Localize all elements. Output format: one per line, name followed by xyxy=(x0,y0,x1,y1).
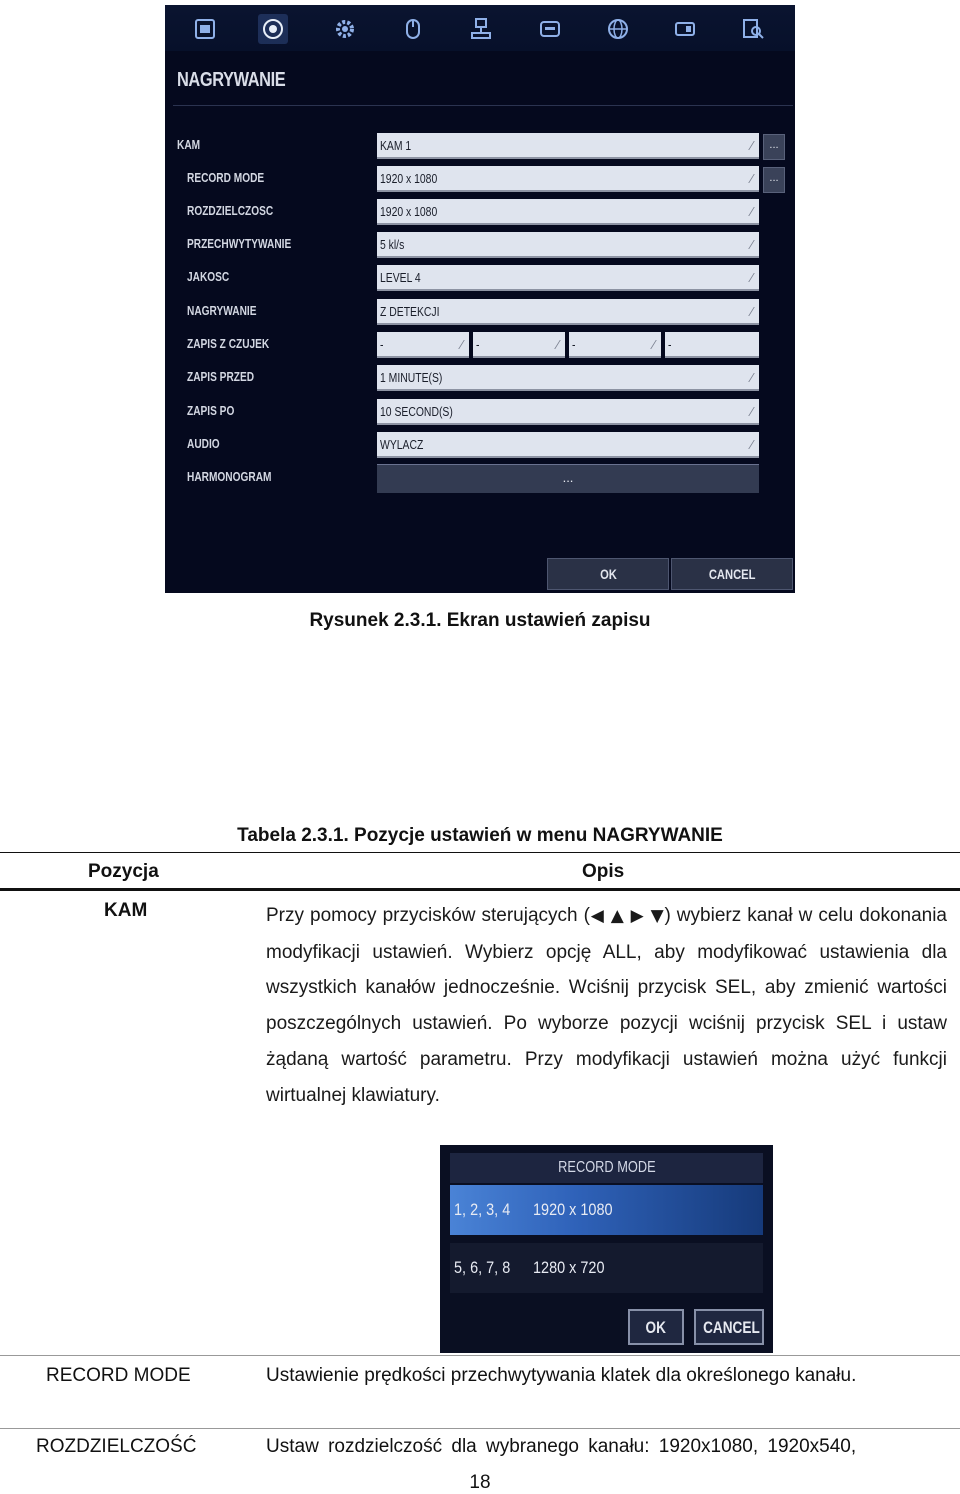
dialog-row2-channels: 5, 6, 7, 8 xyxy=(454,1258,511,1277)
row-text-kam-b: ) wybierz kanał w celu dokonania modyfikacji ustawień. Wybierz opcję ALL, aby modyfikować ustawienia dla wszystkich kanałów jednocześnie. Wciśnij przycisk SEL, aby zmienić wartości poszczególnych ustawień. Po wyborze pozycji wciśnij przycisk SEL i ustaw żądaną wartość parametru. Przy modyfikacji ustawień można użyć funkcji wirtualnej klawiatury. xyxy=(266,905,948,1106)
zapis-z-czujek-value-1: - xyxy=(380,337,384,352)
dialog-row1-channels: 1, 2, 3, 4 xyxy=(454,1200,511,1219)
display-icon[interactable] xyxy=(190,14,220,44)
dropdown-icon: ⁄ xyxy=(750,138,753,153)
zapis-przed-select[interactable] xyxy=(377,365,759,391)
kam-select[interactable] xyxy=(377,133,759,159)
kam-value: KAM 1 xyxy=(380,138,412,153)
label-rozdzielczosc: ROZDZIELCZOSC xyxy=(187,203,274,218)
przechwytywanie-value: 5 kl/s xyxy=(380,237,405,252)
jakosc-select[interactable] xyxy=(377,265,759,291)
more-button-record-mode[interactable]: ... xyxy=(763,167,785,193)
row-label-record-mode: RECORD MODE xyxy=(46,1365,191,1386)
figure-caption: Rysunek 2.3.1. Ekran ustawień zapisu xyxy=(309,610,651,631)
label-jakosc: JAKOSC xyxy=(187,269,230,284)
column-header-pozycja: Pozycja xyxy=(88,861,159,882)
dropdown-icon: ⁄ xyxy=(556,337,559,352)
dialog-row[interactable] xyxy=(450,1243,763,1293)
dropdown-icon: ⁄ xyxy=(750,204,753,219)
gear-icon[interactable] xyxy=(330,14,360,44)
search-icon[interactable] xyxy=(738,14,768,44)
label-zapis-przed: ZAPIS PRZED xyxy=(187,369,255,384)
zapis-przed-value: 1 MINUTE(S) xyxy=(380,370,443,385)
przechwytywanie-select[interactable] xyxy=(377,232,759,258)
label-audio: AUDIO xyxy=(187,436,220,451)
dropdown-icon: ⁄ xyxy=(460,337,463,352)
table-caption-text: Tabela 2.3.1. Pozycje ustawień w menu NAGRYWANIE xyxy=(237,825,723,846)
mouse-icon[interactable] xyxy=(398,14,428,44)
toolbar xyxy=(165,5,795,51)
row-text-kam-a: Przy pomocy przycisków sterujących ( xyxy=(266,905,590,926)
audio-value: WYLACZ xyxy=(380,437,424,452)
ok-label: OK xyxy=(599,566,617,582)
dialog-row2-value: 1280 x 720 xyxy=(533,1258,605,1277)
label-harmonogram: HARMONOGRAM xyxy=(187,469,272,484)
row-text-rozdzielczosc: Ustaw rozdzielczość dla wybranego kanału: 1920x1080, 1920x540, xyxy=(266,1436,857,1457)
record-mode-select[interactable] xyxy=(377,166,759,192)
rozdzielczosc-select[interactable] xyxy=(377,199,759,225)
row-text-kam xyxy=(266,898,947,1113)
ok-button[interactable] xyxy=(547,558,669,590)
record-icon[interactable] xyxy=(258,14,288,44)
label-record-mode: RECORD MODE xyxy=(187,170,265,185)
zapis-z-czujek-select-2[interactable] xyxy=(473,332,565,358)
zapis-z-czujek-value-4: - xyxy=(668,337,672,352)
storage-icon[interactable] xyxy=(535,14,565,44)
record-mode-value: 1920 x 1080 xyxy=(380,171,438,186)
row-label-kam: KAM xyxy=(104,900,148,921)
dialog-ok-button[interactable] xyxy=(628,1309,684,1345)
dialog-ok-label: OK xyxy=(645,1318,667,1337)
dialog-title xyxy=(450,1153,763,1183)
zapis-z-czujek-value-3: - xyxy=(572,337,576,352)
record-mode-dialog-screenshot xyxy=(440,1145,773,1353)
dropdown-icon: ⁄ xyxy=(750,237,753,252)
nagrywanie-select[interactable] xyxy=(377,299,759,325)
dropdown-icon: ⁄ xyxy=(750,171,753,186)
dialog-cancel-button[interactable] xyxy=(694,1309,764,1345)
cancel-button[interactable] xyxy=(671,558,793,590)
label-zapis-po: ZAPIS PO xyxy=(187,403,235,418)
zapis-po-select[interactable] xyxy=(377,399,759,425)
row-rule xyxy=(0,1428,960,1429)
audio-select[interactable] xyxy=(377,432,759,458)
dropdown-icon: ⁄ xyxy=(652,337,655,352)
dropdown-icon: ⁄ xyxy=(750,304,753,319)
harmonogram-button[interactable]: ... xyxy=(377,464,759,493)
dialog-title-text: RECORD MODE xyxy=(557,1159,656,1176)
divider xyxy=(173,105,793,106)
label-kam: KAM xyxy=(177,137,201,152)
label-nagrywanie: NAGRYWANIE xyxy=(187,303,257,318)
table-header-rule xyxy=(0,888,960,891)
dropdown-icon: ⁄ xyxy=(750,270,753,285)
arrow-keys-icon: ◀ ▲ ▶ ▼ xyxy=(589,906,665,926)
label-przechwytywanie: PRZECHWYTYWANIE xyxy=(187,236,292,251)
zapis-z-czujek-select-3[interactable] xyxy=(569,332,661,358)
dialog-row-selected[interactable] xyxy=(450,1185,763,1235)
rozdzielczosc-value: 1920 x 1080 xyxy=(380,204,438,219)
network-icon[interactable] xyxy=(466,14,496,44)
dialog-row1-value: 1920 x 1080 xyxy=(533,1200,613,1219)
record-settings-screenshot xyxy=(165,5,795,593)
row-label-rozdzielczosc: ROZDZIELCZOŚĆ xyxy=(36,1436,197,1457)
row-text-record-mode: Ustawienie prędkości przechwytywania klatek dla określonego kanału. xyxy=(266,1365,857,1386)
cancel-label: CANCEL xyxy=(708,566,756,582)
zapis-po-value: 10 SECOND(S) xyxy=(380,404,453,419)
dropdown-icon: ⁄ xyxy=(750,404,753,419)
menu-title: NAGRYWANIE xyxy=(177,69,286,91)
page-number: 18 xyxy=(469,1472,491,1493)
table-caption xyxy=(0,825,960,847)
dropdown-icon: ⁄ xyxy=(750,437,753,452)
more-button-kam[interactable]: ... xyxy=(763,134,785,160)
globe-icon[interactable] xyxy=(603,14,633,44)
row-rule xyxy=(0,1355,960,1356)
device-icon[interactable] xyxy=(670,14,700,44)
dialog-cancel-label: CANCEL xyxy=(703,1318,760,1337)
dropdown-icon: ⁄ xyxy=(750,370,753,385)
table-top-rule xyxy=(0,852,960,853)
zapis-z-czujek-select-4[interactable] xyxy=(665,332,759,358)
zapis-z-czujek-select-1[interactable] xyxy=(377,332,469,358)
column-header-opis: Opis xyxy=(582,861,625,882)
jakosc-value: LEVEL 4 xyxy=(380,270,421,285)
nagrywanie-value: Z DETEKCJI xyxy=(380,304,440,319)
label-zapis-z-czujek: ZAPIS Z CZUJEK xyxy=(187,336,270,351)
zapis-z-czujek-value-2: - xyxy=(476,337,480,352)
